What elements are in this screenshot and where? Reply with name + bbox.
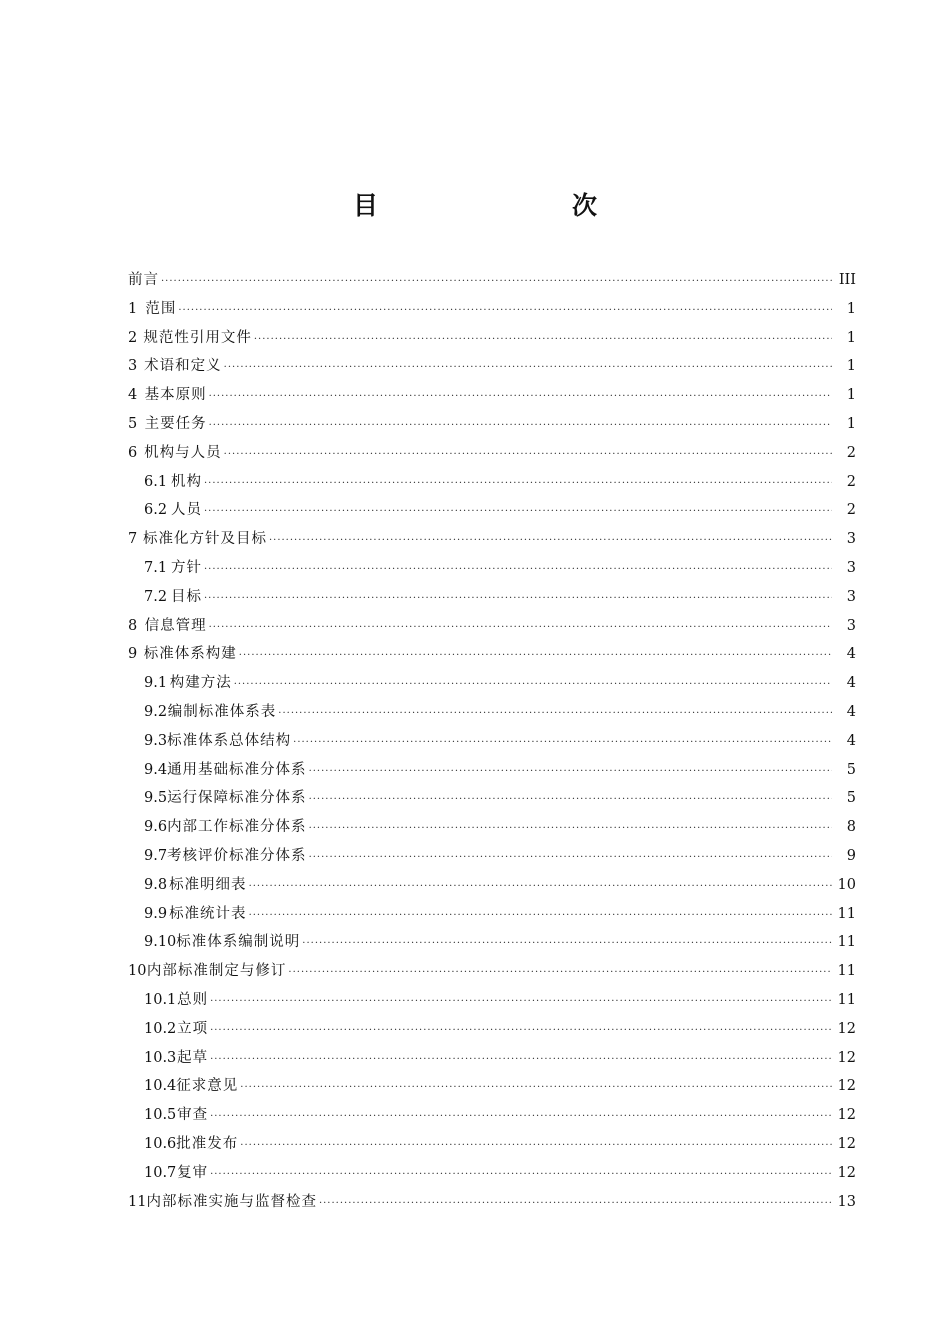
toc-entry-number: 9.2: [144, 703, 168, 720]
toc-entry-page-number: 2: [846, 502, 856, 519]
toc-entry-number: 9.3: [144, 732, 168, 749]
toc-entry-number: 10.7: [144, 1164, 177, 1181]
toc-entry-label: 构建方法: [169, 675, 232, 692]
toc-dot-leader: [309, 844, 832, 873]
toc-entry-number: 10.2: [144, 1020, 177, 1037]
toc-entry-label: 标准化方针及目标: [142, 531, 267, 548]
toc-entry[interactable]: [128, 266, 856, 295]
toc-entry-number: 6.1: [144, 473, 168, 490]
toc-entry-label: 人员: [170, 502, 202, 519]
toc-entry[interactable]: [128, 583, 856, 612]
toc-entry-page-number: 12: [837, 1078, 856, 1095]
toc-entry-page-number: 11: [837, 905, 856, 922]
toc-dot-leader: [309, 786, 832, 815]
toc-dot-leader: [309, 758, 832, 787]
toc-dot-leader: [209, 383, 832, 412]
toc-entry-page-number: 3: [846, 588, 856, 605]
toc-entry-label: 标准体系总体结构: [167, 732, 292, 749]
toc-entry-label: 征求意见: [176, 1078, 239, 1095]
toc-entry-page-number: 8: [846, 819, 856, 836]
toc-entry-number: 10: [128, 963, 147, 980]
toc-dot-leader: [249, 873, 832, 902]
toc-entry-number: 2: [128, 329, 138, 346]
toc-entry-page-number: 1: [846, 358, 856, 375]
toc-entry-page-number: 12: [837, 1164, 856, 1181]
toc-entry-label: 术语和定义: [144, 358, 222, 375]
toc-dot-leader: [240, 1132, 832, 1161]
toc-dot-leader: [254, 326, 832, 355]
toc-entry-label: 运行保障标准分体系: [167, 790, 307, 807]
toc-dot-leader: [204, 585, 832, 614]
toc-entry-number: 7: [128, 531, 138, 548]
toc-dot-leader: [302, 930, 832, 959]
toc-entry-number: 3: [128, 358, 138, 375]
toc-entry-label: 考核评价标准分体系: [167, 847, 307, 864]
toc-entry-page-number: 11: [837, 991, 856, 1008]
toc-dot-leader: [224, 354, 832, 383]
toc-entry[interactable]: [128, 640, 856, 669]
toc-entry-number: 7.1: [144, 559, 168, 576]
toc-entry-number: 7.2: [144, 588, 168, 605]
toc-dot-leader: [204, 498, 832, 527]
toc-entry-number: 10.4: [144, 1078, 177, 1095]
toc-entry-number: 9.4: [144, 761, 168, 778]
toc-entry[interactable]: [128, 727, 856, 756]
toc-entry-page-number: 5: [846, 761, 856, 778]
toc-entry-page-number: 1: [846, 415, 856, 432]
toc-dot-leader: [319, 1190, 832, 1219]
toc-entry-page-number: 4: [846, 732, 856, 749]
toc-entry-number: 9.1: [144, 675, 168, 692]
toc-entry-number: 9.5: [144, 790, 168, 807]
toc-entry[interactable]: [128, 612, 856, 641]
toc-dot-leader: [224, 441, 832, 470]
toc-entry-number: 8: [128, 617, 138, 634]
toc-entry-page-number: 2: [846, 473, 856, 490]
toc-entry-page-number: 3: [846, 617, 856, 634]
toc-dot-leader: [309, 815, 832, 844]
toc-entry-label: 内部标准实施与监督检查: [146, 1193, 317, 1210]
toc-entry-page-number: 1: [846, 300, 856, 317]
toc-entry-label: 主要任务: [144, 415, 207, 432]
toc-entry-page-number: 12: [837, 1020, 856, 1037]
toc-entry-page-number: 1: [846, 329, 856, 346]
toc-entry[interactable]: [128, 1130, 856, 1159]
toc-entry-label: 标准明细表: [169, 876, 247, 893]
toc-entry-number: 9: [128, 646, 138, 663]
toc-entry-label: 批准发布: [176, 1135, 239, 1152]
toc-entry-page-number: 12: [837, 1049, 856, 1066]
toc-entry-number: 6: [128, 444, 138, 461]
toc-entry-label: 基本原则: [144, 387, 207, 404]
toc-entry[interactable]: [128, 1101, 856, 1130]
toc-entry[interactable]: [128, 1072, 856, 1101]
toc-entry[interactable]: [128, 784, 856, 813]
toc-entry[interactable]: [128, 525, 856, 554]
toc-entry-page-number: 4: [846, 646, 856, 663]
toc-entry[interactable]: [128, 439, 856, 468]
toc-entry-number: 5: [128, 415, 138, 432]
toc-dot-leader: [204, 470, 832, 499]
table-of-contents: [128, 266, 856, 1216]
toc-entry-label: 编制标准体系表: [167, 703, 277, 720]
toc-entry[interactable]: [128, 381, 856, 410]
toc-entry-page-number: 12: [837, 1135, 856, 1152]
toc-entry-label: 范围: [145, 300, 177, 317]
toc-entry-label: 机构: [170, 473, 202, 490]
toc-dot-leader: [269, 527, 832, 556]
toc-entry[interactable]: [128, 324, 856, 353]
toc-entry-label: 内部工作标准分体系: [167, 819, 307, 836]
toc-dot-leader: [278, 700, 832, 729]
toc-dot-leader: [249, 902, 832, 931]
toc-entry-label: 规范性引用文件: [143, 329, 252, 346]
toc-dot-leader: [204, 556, 832, 585]
toc-entry-label: 方针: [170, 559, 202, 576]
toc-dot-leader: [210, 988, 832, 1017]
toc-entry[interactable]: [128, 813, 856, 842]
toc-dot-leader: [210, 1017, 832, 1046]
toc-dot-leader: [210, 1161, 832, 1190]
toc-entry-number: 1: [128, 300, 138, 317]
toc-entry-label: 机构与人员: [144, 444, 222, 461]
toc-entry-number: 10.5: [144, 1107, 177, 1124]
toc-entry-label: 通用基础标准分体系: [167, 761, 307, 778]
toc-dot-leader: [178, 297, 832, 326]
toc-dot-leader: [210, 1046, 832, 1075]
toc-entry-number: 10.6: [144, 1135, 177, 1152]
toc-entry[interactable]: [128, 554, 856, 583]
toc-entry-page-number: 10: [837, 876, 856, 893]
toc-entry-number: 6.2: [144, 502, 168, 519]
toc-entry-page-number: 3: [846, 531, 856, 548]
toc-entry-label: 标准体系编制说明: [176, 934, 301, 951]
toc-entry-number: 9.6: [144, 819, 168, 836]
page-title: 目 次: [352, 191, 645, 220]
toc-entry[interactable]: [128, 957, 856, 986]
toc-entry-number: 9.9: [144, 905, 168, 922]
toc-entry-label: 起草: [177, 1049, 209, 1066]
toc-entry[interactable]: [128, 928, 856, 957]
toc-dot-leader: [209, 614, 832, 643]
toc-entry-label: 目标: [170, 588, 202, 605]
toc-entry-page-number: 5: [846, 790, 856, 807]
toc-dot-leader: [209, 412, 832, 441]
toc-entry[interactable]: [128, 496, 856, 525]
toc-dot-leader: [234, 671, 832, 700]
toc-entry[interactable]: [128, 669, 856, 698]
toc-entry[interactable]: [128, 1188, 856, 1217]
toc-dot-leader: [210, 1103, 832, 1132]
toc-entry-number: 9.8: [144, 876, 168, 893]
toc-entry-page-number: 1: [846, 387, 856, 404]
toc-entry-page-number: 13: [837, 1193, 856, 1210]
toc-dot-leader: [161, 268, 832, 297]
toc-entry[interactable]: [128, 468, 856, 497]
toc-entry-number: 9.7: [144, 847, 168, 864]
toc-entry-label: 前言: [128, 272, 159, 288]
toc-entry-number: 9.10: [144, 934, 177, 951]
toc-entry[interactable]: [128, 1015, 856, 1044]
toc-entry-page-number: 11: [837, 963, 856, 980]
toc-entry-page-number: 3: [846, 559, 856, 576]
toc-entry-number: 10.1: [144, 991, 177, 1008]
toc-entry-label: 标准体系构建: [143, 646, 237, 663]
toc-entry-label: 信息管理: [144, 617, 207, 634]
toc-entry[interactable]: [128, 1044, 856, 1073]
toc-dot-leader: [240, 1074, 832, 1103]
toc-dot-leader: [293, 729, 832, 758]
toc-entry[interactable]: [128, 1159, 856, 1188]
toc-entry-page-number: 2: [846, 444, 856, 461]
toc-entry[interactable]: [128, 900, 856, 929]
toc-entry-label: 总则: [177, 991, 209, 1008]
toc-entry[interactable]: [128, 352, 856, 381]
toc-dot-leader: [239, 642, 832, 671]
toc-entry-number: 11: [128, 1193, 147, 1210]
toc-entry-page-number: 12: [837, 1107, 856, 1124]
toc-entry[interactable]: [128, 842, 856, 871]
toc-entry-label: 立项: [177, 1020, 209, 1037]
toc-entry-label: 审查: [177, 1107, 209, 1124]
toc-entry-page-number: 9: [846, 847, 856, 864]
toc-entry[interactable]: [128, 410, 856, 439]
toc-entry-page-number: 11: [837, 934, 856, 951]
toc-entry[interactable]: [128, 295, 856, 324]
toc-dot-leader: [288, 959, 832, 988]
toc-entry-label: 复审: [177, 1164, 209, 1181]
toc-entry-page-number: III: [838, 272, 856, 288]
toc-entry-number: 10.3: [144, 1049, 177, 1066]
toc-entry[interactable]: [128, 756, 856, 785]
toc-entry-label: 内部标准制定与修订: [146, 963, 287, 980]
toc-entry-page-number: 4: [846, 703, 856, 720]
toc-entry[interactable]: [128, 871, 856, 900]
toc-entry-number: 4: [128, 387, 138, 404]
toc-entry[interactable]: [128, 986, 856, 1015]
toc-entry[interactable]: [128, 698, 856, 727]
toc-entry-label: 标准统计表: [169, 905, 247, 922]
toc-entry-page-number: 4: [846, 675, 856, 692]
